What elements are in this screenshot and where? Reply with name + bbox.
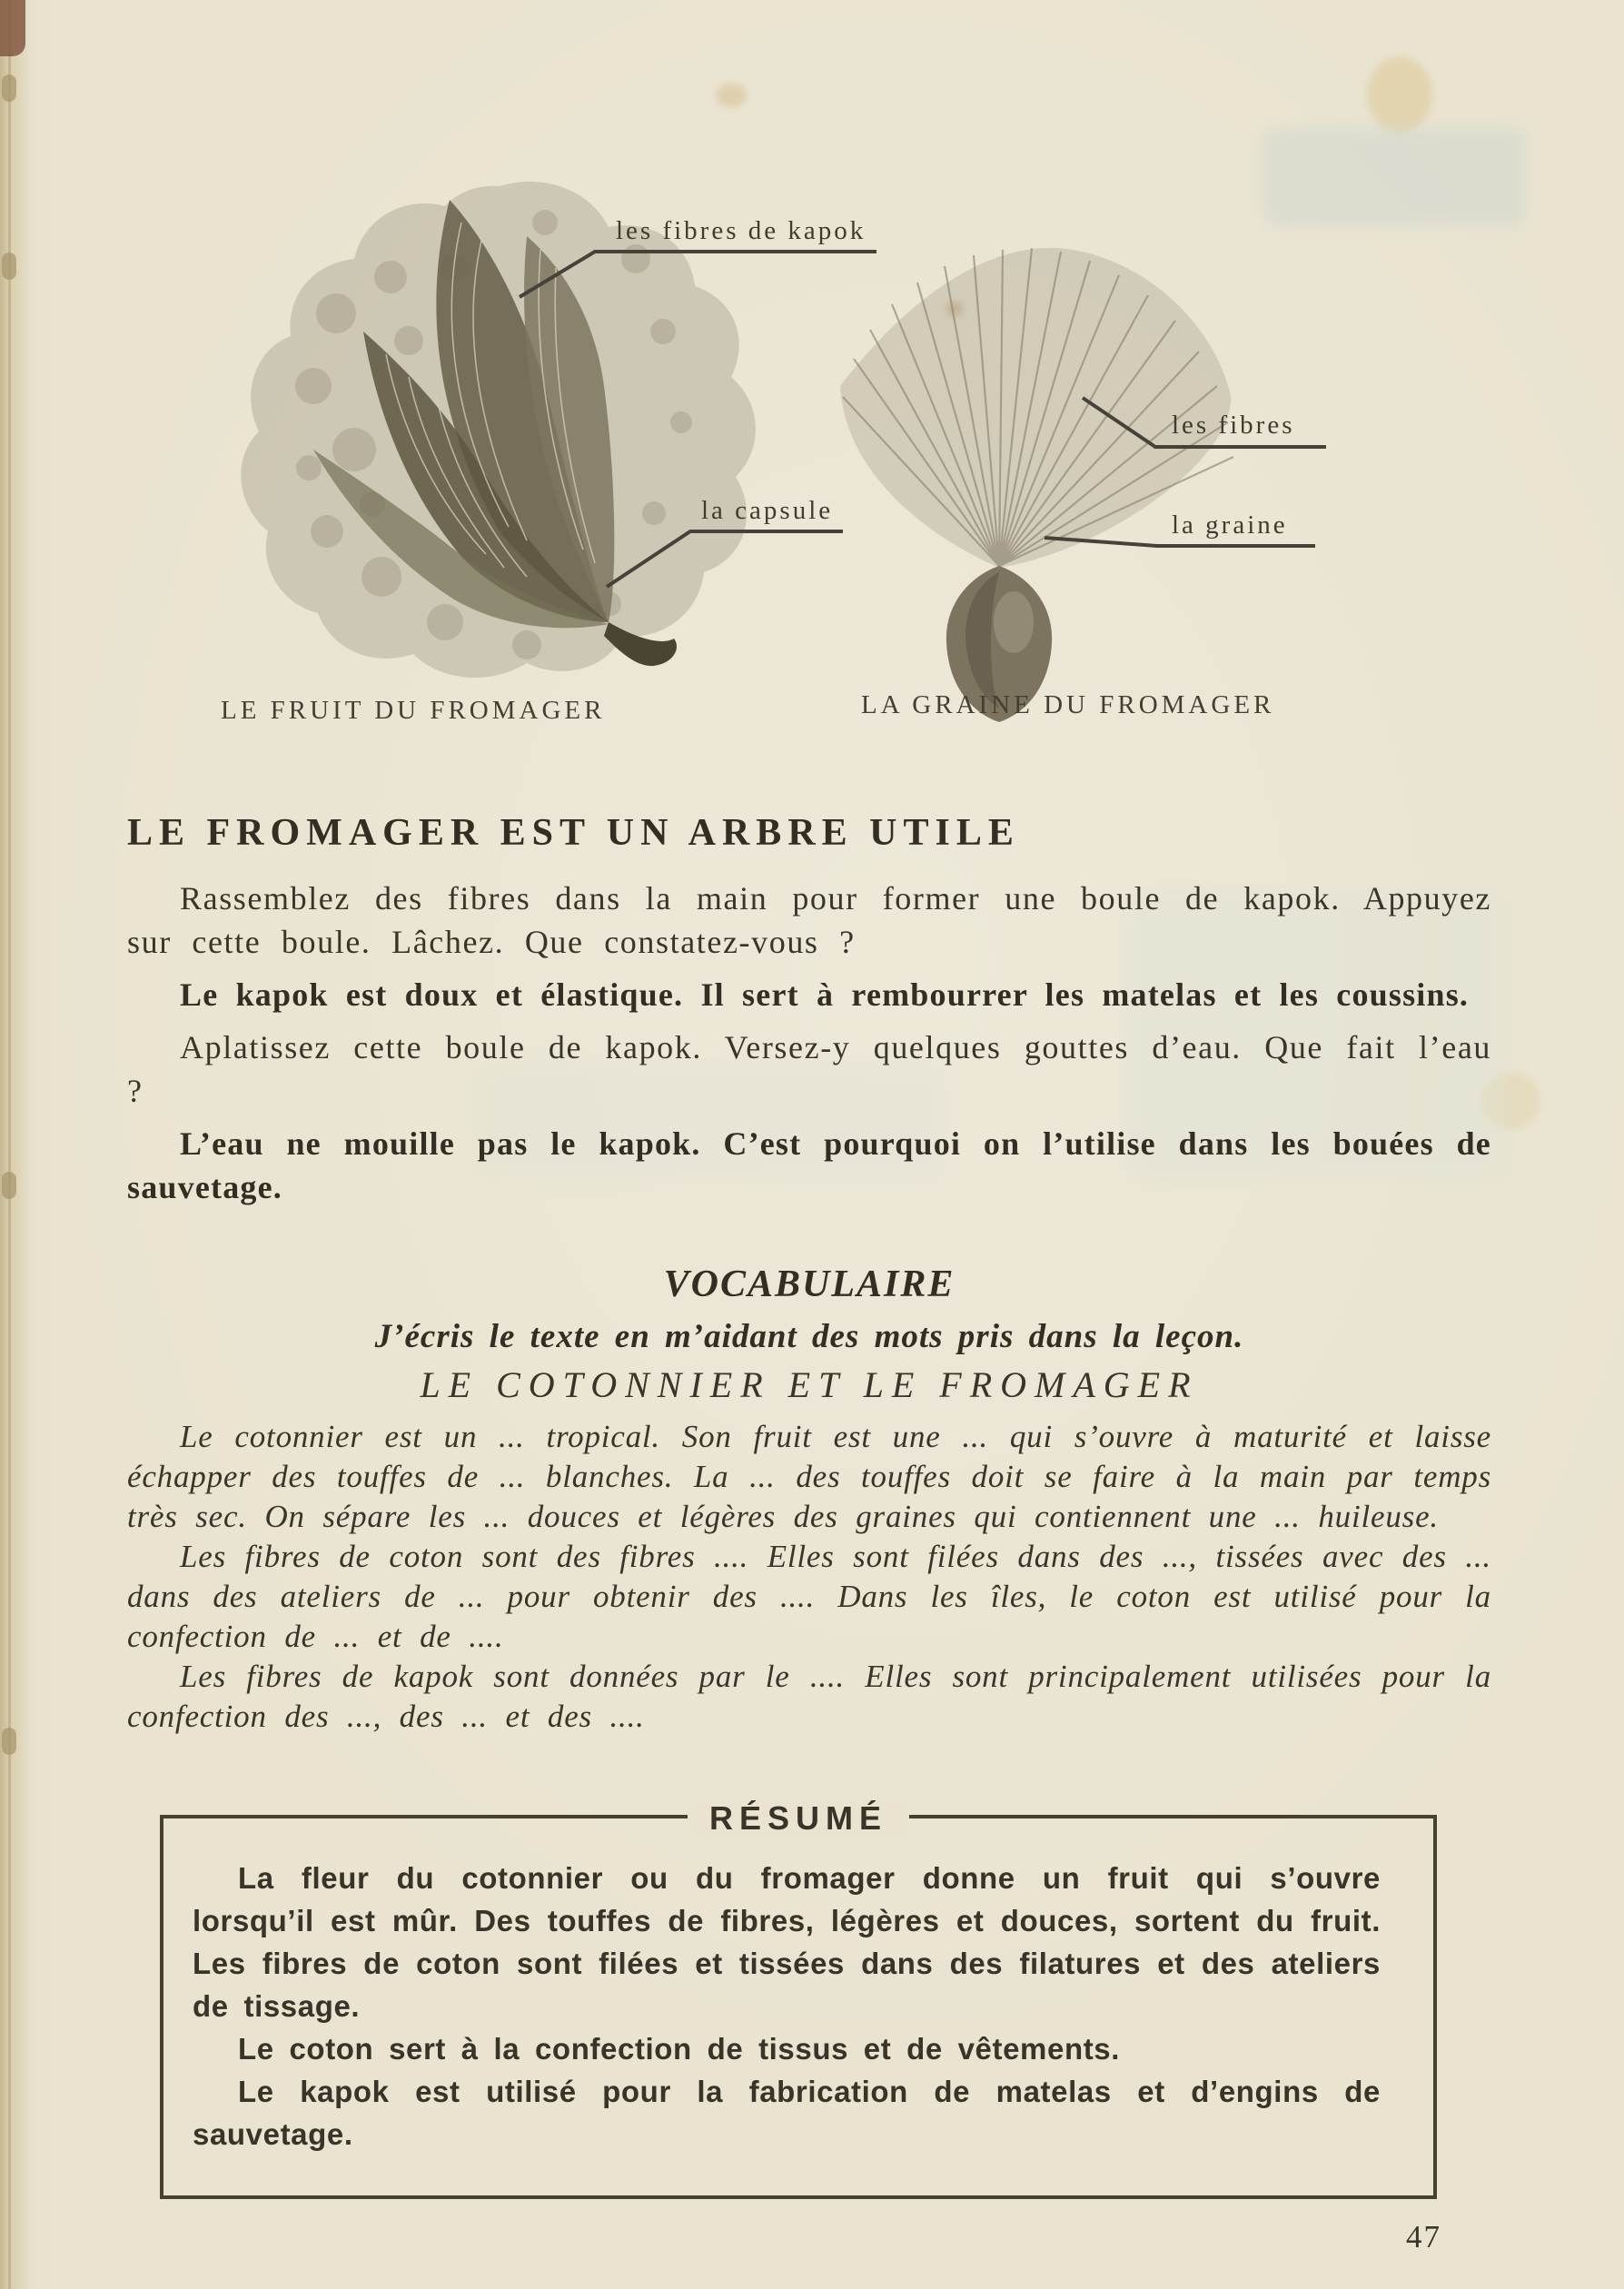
resume-title: RÉSUMÉ (688, 1799, 909, 1838)
binding-thread (2, 1172, 16, 1199)
vocabulaire-title: VOCABULAIRE (663, 1263, 956, 1305)
label-graine: la graine (1172, 510, 1288, 540)
resume-paragraph: Le kapok est utilisé pour la fabrication de matelas et d’engins de sauvetage. (193, 2075, 1381, 2151)
label-fibres: les fibres (1172, 411, 1295, 440)
binding-thread (2, 74, 16, 102)
caption-graine-fromager: LA GRAINE DU FROMAGER (861, 690, 1275, 719)
binding-thread (2, 1728, 16, 1755)
label-fibres-de-kapok: les fibres de kapok (616, 216, 866, 245)
corner-stain (0, 0, 25, 56)
vocabulaire-instruction: J’écris le texte en m’aidant des mots pris dans la leçon. (374, 1318, 1244, 1355)
lesson-question-paragraph: Aplatissez cette boule de kapok. Versez-y quelques gouttes d’eau. Que fait l’eau ? (127, 1029, 1491, 1109)
resume-paragraph: La fleur du cotonnier ou du fromager donne un fruit qui s’ouvre lorsqu’il est mûr. Des touffes de fibres, légères et douces, sortent du fruit. Les fibres de coton sont filées et tissées dans des filatures et des ateliers de tissage. (193, 1861, 1381, 2023)
kapok-seed-drawing (808, 232, 1299, 727)
resume-paragraph: Le coton sert à la confection de tissus et de vêtements. (238, 2032, 1121, 2066)
vocabulaire-exercise-paragraph: Les fibres de coton sont des fibres .... Elles sont filées dans des ..., tissées avec des ... dans des ateliers de ... pour obtenir des .... Dans les îles, le coton est utilisé pour la confection de ... et de .... (127, 1539, 1491, 1654)
showthrough-ghost (1263, 127, 1526, 227)
binding-thread (2, 253, 16, 280)
lesson-answer-paragraph: L’eau ne mouille pas le kapok. C’est pourquoi on l’utilise dans les bouées de sauvetage. (127, 1125, 1491, 1205)
kapok-seed-illustration (808, 232, 1299, 727)
binding-edge (0, 0, 31, 2289)
lesson-answer-paragraph: Le kapok est doux et élastique. Il sert à rembourrer les matelas et les coussins. (180, 976, 1470, 1013)
paper-stain (1367, 56, 1432, 133)
caption-fruit-fromager: LE FRUIT DU FROMAGER (221, 696, 606, 725)
lesson-question-paragraph: Rassemblez des fibres dans la main pour former une boule de kapok. Appuyez sur cette boule. Lâchez. Que constatez-vous ? (127, 880, 1491, 960)
vocabulaire-subtitle: LE COTONNIER ET LE FROMAGER (420, 1364, 1199, 1405)
lesson-section (127, 811, 1491, 1218)
page-number: 47 (1406, 2219, 1441, 2254)
vocabulaire-exercise-paragraph: Les fibres de kapok sont données par le .... Elles sont principalement utilisées pour la confection des ..., des ... et des .... (127, 1659, 1491, 1734)
binding-crease (8, 0, 11, 2289)
lesson-title: LE FROMAGER EST UN ARBRE UTILE (127, 812, 1020, 854)
vocabulaire-section (127, 1263, 1491, 1737)
label-capsule: la capsule (701, 496, 834, 525)
resume-box (160, 1799, 1437, 2199)
paper-stain (716, 84, 747, 107)
vocabulaire-exercise-paragraph: Le cotonnier est un ... tropical. Son fruit est une ... qui s’ouvre à maturité et laisse échapper des touffes de ... blanches. La ... des touffes doit se faire à la main par temps très sec. On sépare les ... douces et légères des graines qui contiennent une ... huileuse. (127, 1419, 1491, 1534)
